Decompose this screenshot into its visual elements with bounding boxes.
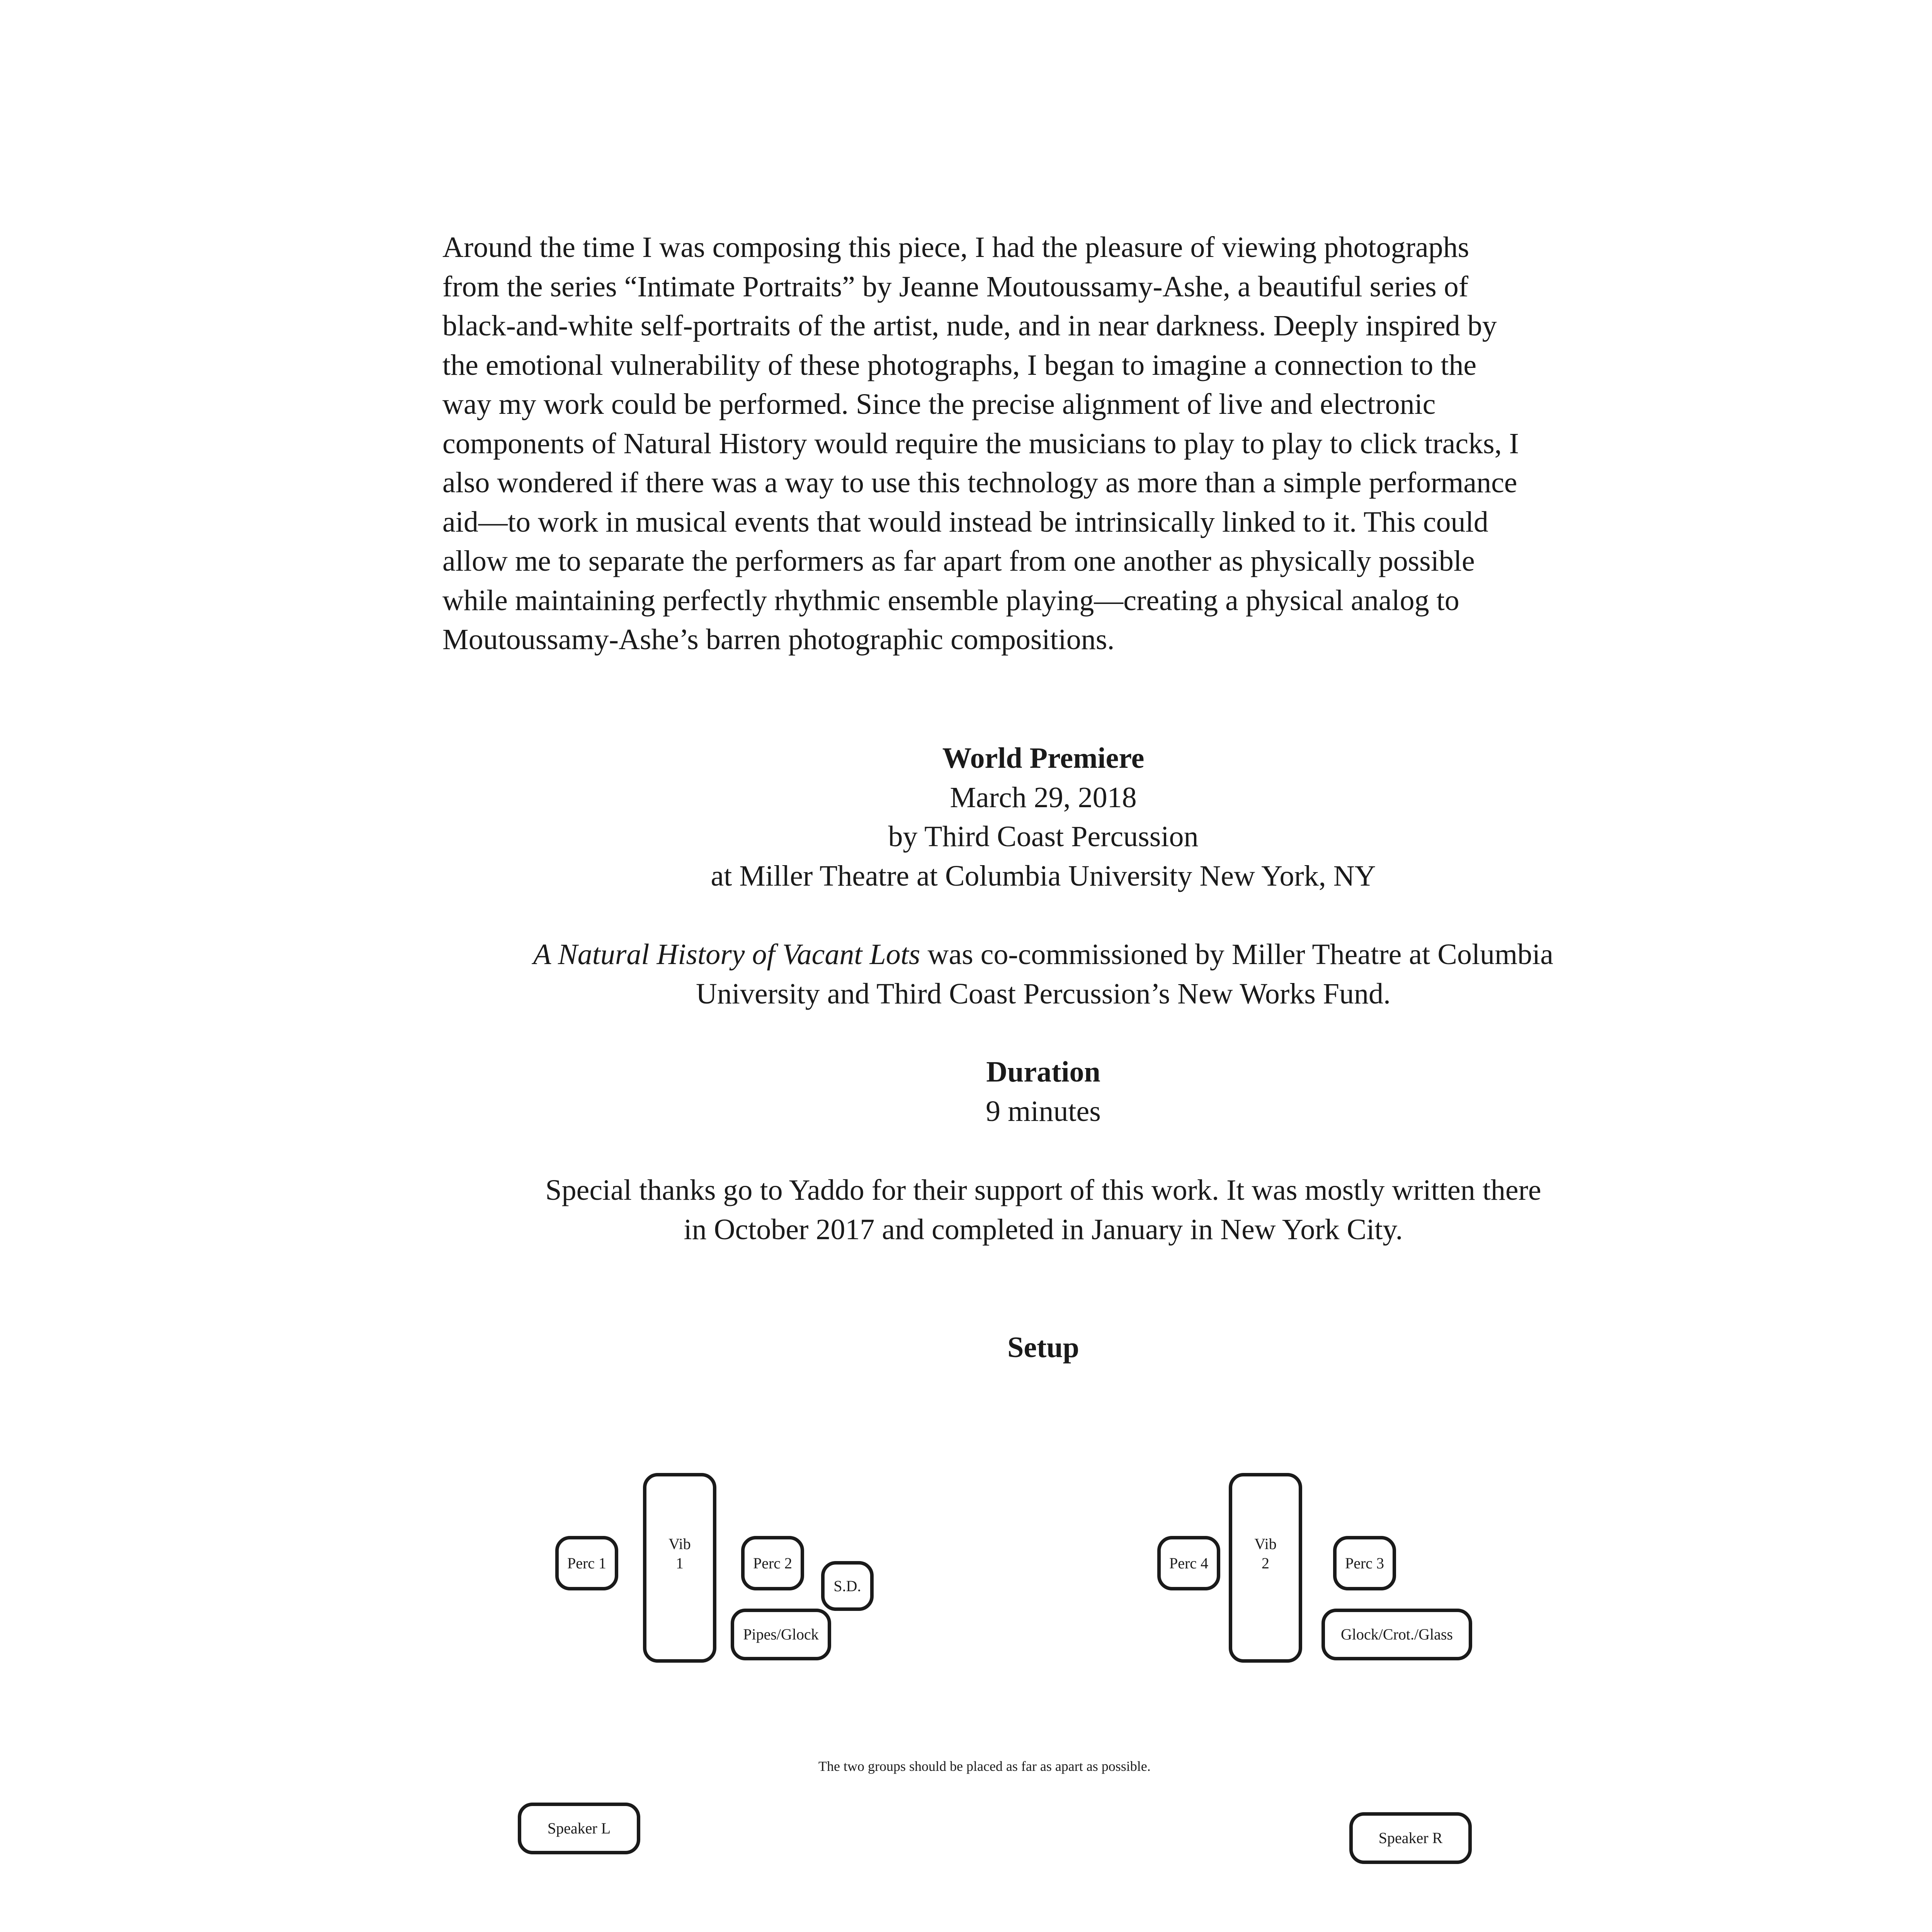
- premiere-date: March 29, 2018: [950, 781, 1137, 814]
- station-label: S.D.: [833, 1577, 861, 1595]
- intro-line: black-and-white self-portraits of the artist, nude, and in near darkness. Deeply inspired by: [442, 310, 1497, 342]
- station-label: Speaker L: [547, 1820, 611, 1837]
- station-label: 2: [1261, 1554, 1269, 1572]
- intro-line: way my work could be performed. Since the precise alignment of live and electronic: [442, 388, 1436, 420]
- commission-text: was co-commissioned by Miller Theatre at Columbia: [920, 938, 1554, 971]
- commission-line-2: University and Third Coast Percussion’s New Works Fund.: [696, 977, 1391, 1010]
- station-label: Pipes/Glock: [743, 1626, 819, 1643]
- intro-line: the emotional vulnerability of these photographs, I began to imagine a connection to the: [442, 349, 1477, 381]
- perc-1-station: [555, 1536, 618, 1590]
- premiere-heading: World Premiere: [942, 742, 1145, 774]
- intro-line: Moutoussamy-Ashe’s barren photographic compositions.: [442, 623, 1115, 656]
- duration-value: 9 minutes: [986, 1095, 1101, 1128]
- station-label: 1: [675, 1554, 684, 1572]
- speaker-left: [518, 1803, 640, 1854]
- perc-3-station: [1333, 1536, 1396, 1590]
- station-label: Perc 1: [567, 1554, 607, 1572]
- premiere-block: [348, 739, 1739, 896]
- pipes-glock: [731, 1609, 831, 1660]
- thanks-line: Special thanks go to Yaddo for their support of this work. It was mostly written there: [545, 1174, 1541, 1206]
- thanks-line: in October 2017 and completed in January in New York City.: [684, 1213, 1403, 1246]
- station-label: Vib: [668, 1535, 691, 1553]
- intro-line: aid—to work in musical events that would instead be intrinsically linked to it. This could: [442, 505, 1488, 538]
- duration-heading: Duration: [986, 1056, 1100, 1088]
- premiere-venue: at Miller Theatre at Columbia University New York, NY: [711, 859, 1376, 892]
- intro-line: while maintaining perfectly rhythmic ensemble playing—creating a physical analog to: [442, 584, 1459, 617]
- station-label: Perc 2: [753, 1554, 793, 1572]
- intro-line: components of Natural History would require the musicians to play to play to click tracks, I: [442, 427, 1519, 460]
- vibraphone-2: [1229, 1473, 1302, 1663]
- station-label: Vib: [1254, 1535, 1277, 1553]
- intro-line: allow me to separate the performers as far apart from one another as physically possible: [442, 545, 1475, 577]
- intro-line: Around the time I was composing this piece, I had the pleasure of viewing photographs: [442, 231, 1469, 264]
- station-label: Speaker R: [1378, 1829, 1443, 1847]
- perc-4-station: [1157, 1536, 1220, 1590]
- setup-heading: Setup: [1007, 1331, 1079, 1364]
- station-label: Perc 3: [1345, 1554, 1384, 1572]
- intro-line: from the series “Intimate Portraits” by Jeanne Moutoussamy-Ashe, a beautiful series of: [442, 270, 1469, 303]
- glock-crotales-glass: [1321, 1609, 1472, 1660]
- station-label: Perc 4: [1169, 1554, 1209, 1572]
- vibraphone-1: [643, 1473, 716, 1663]
- commission-block: [348, 935, 1739, 1014]
- commission-line-1: [348, 935, 1739, 975]
- snare-drum: [821, 1561, 874, 1611]
- intro-line: also wondered if there was a way to use this technology as more than a simple performance: [442, 466, 1517, 499]
- perc-2-station: [741, 1536, 804, 1590]
- thanks-block: [348, 1171, 1739, 1249]
- duration-block: [348, 1053, 1739, 1131]
- setup-note: The two groups should be placed as far as apart as possible.: [818, 1759, 1151, 1774]
- work-title: A Natural History of Vacant Lots: [533, 938, 920, 971]
- premiere-performer: by Third Coast Percussion: [888, 820, 1199, 853]
- station-label: Glock/Crot./Glass: [1341, 1626, 1453, 1643]
- speaker-right: [1349, 1812, 1472, 1864]
- intro-paragraph: [442, 228, 1519, 660]
